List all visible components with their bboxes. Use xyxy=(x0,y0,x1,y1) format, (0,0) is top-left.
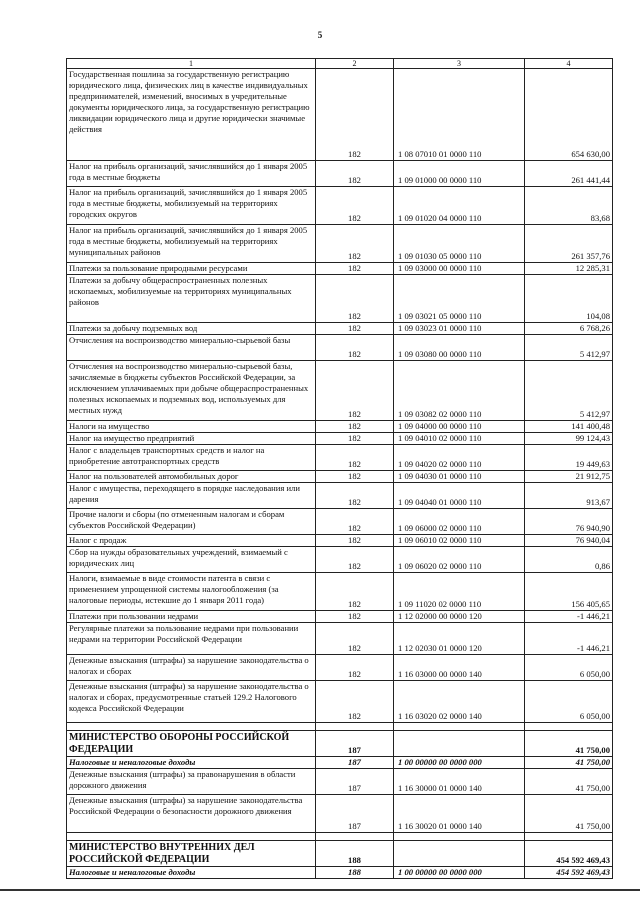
row-name-cell: Денежные взыскания (штрафы) за нарушение законодательства о налогах и сборах xyxy=(67,655,316,681)
row-amount-cell: -1 446,21 xyxy=(525,623,613,655)
table-row xyxy=(67,361,613,421)
row-name-cell: Налог на прибыль организаций, зачислявшийся до 1 января 2005 года в местные бюджеты xyxy=(67,161,316,187)
row-classification-code-cell: 1 12 02030 01 0000 120 xyxy=(394,623,525,655)
table-row xyxy=(67,225,613,263)
table-row xyxy=(67,769,613,795)
row-admin-code-cell: 182 xyxy=(316,323,394,335)
row-admin-code-cell: 182 xyxy=(316,263,394,275)
header-col-2: 2 xyxy=(316,59,394,69)
row-name-cell: Налог на прибыль организаций, зачислявшийся до 1 января 2005 года в местные бюджеты, мобилизуемый на территориях муниципальных районов xyxy=(67,225,316,263)
table-row xyxy=(67,433,613,445)
row-admin-code-cell: 182 xyxy=(316,623,394,655)
row-classification-code-cell: 1 16 30000 01 0000 140 xyxy=(394,769,525,795)
row-classification-code-cell: 1 09 04030 01 0000 110 xyxy=(394,471,525,483)
row-admin-code-cell: 187 xyxy=(316,731,394,757)
row-amount-cell: 0,86 xyxy=(525,547,613,573)
row-name-cell: Налог на пользователей автомобильных дорог xyxy=(67,471,316,483)
table-row xyxy=(67,547,613,573)
table-row xyxy=(67,275,613,323)
row-amount-cell: 6 050,00 xyxy=(525,655,613,681)
table-row xyxy=(67,483,613,509)
spacer-cell xyxy=(316,723,394,731)
row-admin-code-cell: 182 xyxy=(316,611,394,623)
revenue-table xyxy=(66,58,613,879)
row-amount-cell: 141 400,48 xyxy=(525,421,613,433)
table-row xyxy=(67,471,613,483)
row-admin-code-cell: 182 xyxy=(316,471,394,483)
row-name-cell: Сбор на нужды образовательных учреждений, взимаемый с юридических лиц xyxy=(67,547,316,573)
row-admin-code-cell: 182 xyxy=(316,69,394,161)
row-admin-code-cell: 182 xyxy=(316,655,394,681)
row-classification-code-cell: 1 09 01030 05 0000 110 xyxy=(394,225,525,263)
spacer-cell xyxy=(67,833,316,841)
row-classification-code-cell: 1 00 00000 00 0000 000 xyxy=(394,867,525,879)
row-classification-code-cell: 1 09 04040 01 0000 110 xyxy=(394,483,525,509)
spacer-cell xyxy=(394,833,525,841)
row-name-cell: Налоги на имущество xyxy=(67,421,316,433)
table-spacer-row xyxy=(67,723,613,731)
row-amount-cell: 5 412,97 xyxy=(525,335,613,361)
spacer-cell xyxy=(316,833,394,841)
row-name-cell: Отчисления на воспроизводство минерально-сырьевой базы, зачисляемые в бюджеты субъектов Российской Федерации, за исключением уплачиваемых при добыче общераспространенных полезных ископаемых и подземных вод, используемых для местных нужд xyxy=(67,361,316,421)
table-row xyxy=(67,69,613,161)
bottom-rule xyxy=(0,889,640,891)
row-admin-code-cell: 182 xyxy=(316,509,394,535)
total-row xyxy=(67,757,613,769)
table-row xyxy=(67,445,613,471)
row-amount-cell: 76 940,04 xyxy=(525,535,613,547)
row-amount-cell: 6 768,26 xyxy=(525,323,613,335)
row-name-cell: Платежи за добычу общераспространенных полезных ископаемых, мобилизуемые на территориях муниципальных районов xyxy=(67,275,316,323)
row-classification-code-cell: 1 16 03000 00 0000 140 xyxy=(394,655,525,681)
row-name-cell: Отчисления на воспроизводство минерально-сырьевой базы xyxy=(67,335,316,361)
row-admin-code-cell: 182 xyxy=(316,547,394,573)
row-amount-cell: 104,08 xyxy=(525,275,613,323)
row-admin-code-cell: 182 xyxy=(316,433,394,445)
row-amount-cell: 76 940,90 xyxy=(525,509,613,535)
row-name-cell: Платежи за добычу подземных вод xyxy=(67,323,316,335)
spacer-cell xyxy=(525,723,613,731)
row-amount-cell: 12 285,31 xyxy=(525,263,613,275)
row-amount-cell: -1 446,21 xyxy=(525,611,613,623)
page-number: 5 xyxy=(317,30,323,40)
row-name-cell: Налог с владельцев транспортных средств и налог на приобретение автотранспортных средств xyxy=(67,445,316,471)
row-amount-cell: 261 357,76 xyxy=(525,225,613,263)
row-amount-cell: 454 592 469,43 xyxy=(525,867,613,879)
row-classification-code-cell: 1 09 03021 05 0000 110 xyxy=(394,275,525,323)
row-name-cell: Налог на имущество предприятий xyxy=(67,433,316,445)
row-admin-code-cell: 182 xyxy=(316,681,394,723)
row-admin-code-cell: 188 xyxy=(316,841,394,867)
row-name-cell: МИНИСТЕРСТВО ВНУТРЕННИХ ДЕЛ РОССИЙСКОЙ ФЕДЕРАЦИИ xyxy=(67,841,316,867)
table-header-row xyxy=(67,59,613,69)
table-row xyxy=(67,323,613,335)
row-amount-cell: 19 449,63 xyxy=(525,445,613,471)
row-name-cell: Налог с продаж xyxy=(67,535,316,547)
row-classification-code-cell: 1 09 04000 00 0000 110 xyxy=(394,421,525,433)
row-name-cell: Налоговые и неналоговые доходы xyxy=(67,867,316,879)
row-amount-cell: 41 750,00 xyxy=(525,731,613,757)
row-amount-cell: 83,68 xyxy=(525,187,613,225)
row-amount-cell: 654 630,00 xyxy=(525,69,613,161)
table-row xyxy=(67,623,613,655)
row-classification-code-cell: 1 16 03020 02 0000 140 xyxy=(394,681,525,723)
row-classification-code-cell xyxy=(394,841,525,867)
table-row xyxy=(67,161,613,187)
table-row xyxy=(67,611,613,623)
row-admin-code-cell: 187 xyxy=(316,757,394,769)
row-name-cell: Налог на прибыль организаций, зачислявшийся до 1 января 2005 года в местные бюджеты, мобилизуемый на территориях городских округов xyxy=(67,187,316,225)
row-classification-code-cell: 1 00 00000 00 0000 000 xyxy=(394,757,525,769)
row-amount-cell: 41 750,00 xyxy=(525,769,613,795)
row-name-cell: Налоги, взимаемые в виде стоимости патента в связи с применением упрощенной системы налогообложения (за налоговые периоды, истекшие до 1 января 2011 года) xyxy=(67,573,316,611)
row-classification-code-cell: 1 09 03082 02 0000 110 xyxy=(394,361,525,421)
row-admin-code-cell: 182 xyxy=(316,535,394,547)
row-name-cell: Платежи за пользование природными ресурсами xyxy=(67,263,316,275)
row-name-cell: Денежные взыскания (штрафы) за нарушение законодательства о налогах и сборах, предусмотренные статьей 129.2 Налогового кодекса Российской Федерации xyxy=(67,681,316,723)
row-admin-code-cell: 182 xyxy=(316,573,394,611)
row-amount-cell: 41 750,00 xyxy=(525,795,613,833)
row-classification-code-cell: 1 08 07010 01 0000 110 xyxy=(394,69,525,161)
spacer-cell xyxy=(525,833,613,841)
row-name-cell: Регулярные платежи за пользование недрами при пользовании недрами на территории Российской Федерации xyxy=(67,623,316,655)
row-classification-code-cell xyxy=(394,731,525,757)
row-classification-code-cell: 1 09 01020 04 0000 110 xyxy=(394,187,525,225)
row-amount-cell: 99 124,43 xyxy=(525,433,613,445)
row-admin-code-cell: 188 xyxy=(316,867,394,879)
header-col-4: 4 xyxy=(525,59,613,69)
row-classification-code-cell: 1 09 11020 02 0000 110 xyxy=(394,573,525,611)
table-row xyxy=(67,263,613,275)
row-name-cell: Прочие налоги и сборы (по отмененным налогам и сборам субъектов Российской Федерации) xyxy=(67,509,316,535)
row-classification-code-cell: 1 09 04010 02 0000 110 xyxy=(394,433,525,445)
table-row xyxy=(67,681,613,723)
table-row xyxy=(67,795,613,833)
row-admin-code-cell: 182 xyxy=(316,225,394,263)
total-row xyxy=(67,867,613,879)
row-classification-code-cell: 1 09 06020 02 0000 110 xyxy=(394,547,525,573)
row-admin-code-cell: 182 xyxy=(316,445,394,471)
spacer-cell xyxy=(67,723,316,731)
row-amount-cell: 156 405,65 xyxy=(525,573,613,611)
row-classification-code-cell: 1 09 01000 00 0000 110 xyxy=(394,161,525,187)
row-classification-code-cell: 1 12 02000 00 0000 120 xyxy=(394,611,525,623)
row-admin-code-cell: 182 xyxy=(316,161,394,187)
row-amount-cell: 21 912,75 xyxy=(525,471,613,483)
row-name-cell: Платежи при пользовании недрами xyxy=(67,611,316,623)
table-row xyxy=(67,187,613,225)
table-row xyxy=(67,655,613,681)
row-classification-code-cell: 1 09 03080 00 0000 110 xyxy=(394,335,525,361)
row-name-cell: Денежные взыскания (штрафы) за правонарушения в области дорожного движения xyxy=(67,769,316,795)
row-amount-cell: 5 412,97 xyxy=(525,361,613,421)
table-row xyxy=(67,421,613,433)
row-amount-cell: 913,67 xyxy=(525,483,613,509)
table-spacer-row xyxy=(67,833,613,841)
header-col-3: 3 xyxy=(394,59,525,69)
row-name-cell: Денежные взыскания (штрафы) за нарушение законодательства Российской Федерации о безопасности дорожного движения xyxy=(67,795,316,833)
row-admin-code-cell: 182 xyxy=(316,335,394,361)
table-row xyxy=(67,535,613,547)
row-admin-code-cell: 182 xyxy=(316,483,394,509)
ministry-row xyxy=(67,841,613,867)
row-amount-cell: 261 441,44 xyxy=(525,161,613,187)
row-admin-code-cell: 187 xyxy=(316,795,394,833)
row-name-cell: Государственная пошлина за государственную регистрацию юридического лица, физических лиц в качестве индивидуальных предпринимателей, изменений, вносимых в учредительные документы юридического лица, за государственную регистрацию ликвидации юридического лица и другие юридически значимые действия xyxy=(67,69,316,161)
table-row xyxy=(67,509,613,535)
header-col-1: 1 xyxy=(67,59,316,69)
row-amount-cell: 454 592 469,43 xyxy=(525,841,613,867)
row-classification-code-cell: 1 09 03000 00 0000 110 xyxy=(394,263,525,275)
row-admin-code-cell: 182 xyxy=(316,421,394,433)
row-name-cell: Налоговые и неналоговые доходы xyxy=(67,757,316,769)
row-name-cell: Налог с имущества, переходящего в порядке наследования или дарения xyxy=(67,483,316,509)
row-admin-code-cell: 182 xyxy=(316,361,394,421)
table-row xyxy=(67,573,613,611)
row-classification-code-cell: 1 09 06000 02 0000 110 xyxy=(394,509,525,535)
ministry-row xyxy=(67,731,613,757)
row-amount-cell: 41 750,00 xyxy=(525,757,613,769)
row-admin-code-cell: 187 xyxy=(316,769,394,795)
row-amount-cell: 6 050,00 xyxy=(525,681,613,723)
row-name-cell: МИНИСТЕРСТВО ОБОРОНЫ РОССИЙСКОЙ ФЕДЕРАЦИИ xyxy=(67,731,316,757)
row-admin-code-cell: 182 xyxy=(316,187,394,225)
row-classification-code-cell: 1 09 04020 02 0000 110 xyxy=(394,445,525,471)
row-admin-code-cell: 182 xyxy=(316,275,394,323)
row-classification-code-cell: 1 16 30020 01 0000 140 xyxy=(394,795,525,833)
revenue-table-body xyxy=(67,59,613,879)
row-classification-code-cell: 1 09 06010 02 0000 110 xyxy=(394,535,525,547)
spacer-cell xyxy=(394,723,525,731)
table-row xyxy=(67,335,613,361)
row-classification-code-cell: 1 09 03023 01 0000 110 xyxy=(394,323,525,335)
